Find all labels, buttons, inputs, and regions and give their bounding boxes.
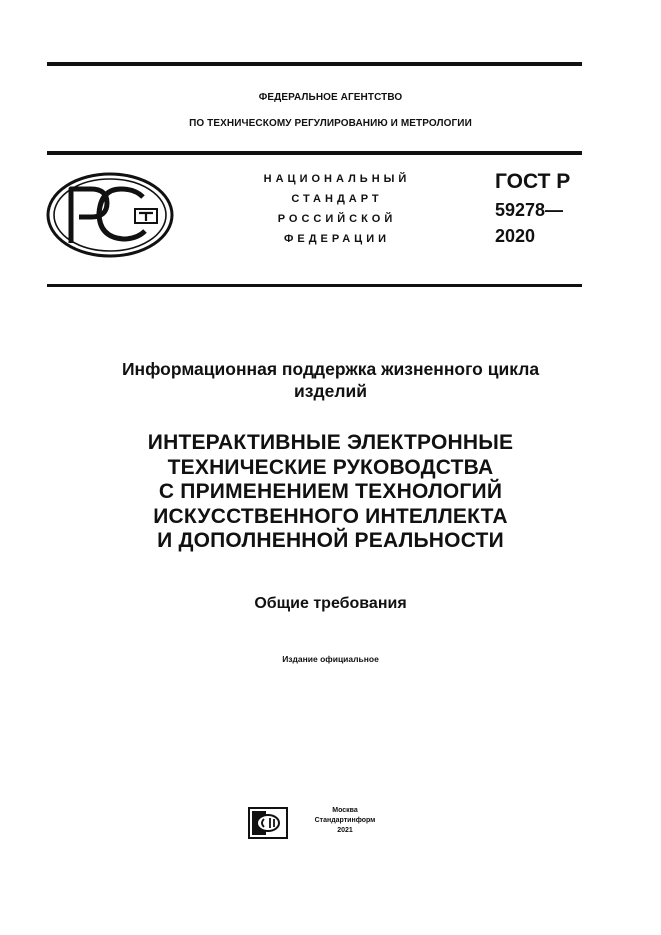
title-line-2: ТЕХНИЧЕСКИЕ РУКОВОДСТВА <box>167 455 494 479</box>
subject-line-2: изделий <box>294 381 367 401</box>
title-line-1: ИНТЕРАКТИВНЫЕ ЭЛЕКТРОННЫЕ <box>147 431 514 454</box>
title-line-4: ИСКУССТВЕННОГО ИНТЕЛЛЕКТА <box>153 504 508 528</box>
standartinform-logo-icon <box>248 807 288 839</box>
general-requirements: Общие требования <box>254 595 407 612</box>
standard-type-line-3: РОССИЙСКОЙ <box>277 213 397 225</box>
document-title <box>40 431 621 554</box>
publisher-block <box>300 806 390 836</box>
designation-line-1: ГОСТ Р <box>495 170 571 193</box>
edition-note: Издание официальное <box>282 654 379 664</box>
publisher-city: Москва <box>332 807 358 814</box>
title-line-5: И ДОПОЛНЕННОЙ РЕАЛЬНОСТИ <box>157 529 504 552</box>
top-rule <box>47 62 582 66</box>
header-block-rule <box>47 284 582 287</box>
publisher-year: 2021 <box>337 827 353 834</box>
title-line-3: С ПРИМЕНЕНИЕМ ТЕХНОЛОГИЙ <box>158 480 503 503</box>
standard-type-line-4: ФЕДЕРАЦИИ <box>283 233 391 245</box>
agency-line-1: ФЕДЕРАЛЬНОЕ АГЕНТСТВО <box>258 92 403 103</box>
standard-type-line-2: СТАНДАРТ <box>291 193 383 205</box>
standard-type-line-1: НАЦИОНАЛЬНЫЙ <box>263 173 411 185</box>
designation-line-2: 59278— <box>495 200 564 220</box>
agency-line-2: ПО ТЕХНИЧЕСКОМУ РЕГУЛИРОВАНИЮ И МЕТРОЛОГИИ <box>189 118 472 129</box>
subject-line-1: Информационная поддержка жизненного цикла <box>121 359 540 379</box>
subject-heading <box>40 358 621 402</box>
header-bottom-rule <box>47 151 582 155</box>
publisher-name: Стандартинформ <box>314 817 376 824</box>
rst-logo-icon <box>45 171 175 259</box>
designation-line-3: 2020 <box>495 226 536 246</box>
